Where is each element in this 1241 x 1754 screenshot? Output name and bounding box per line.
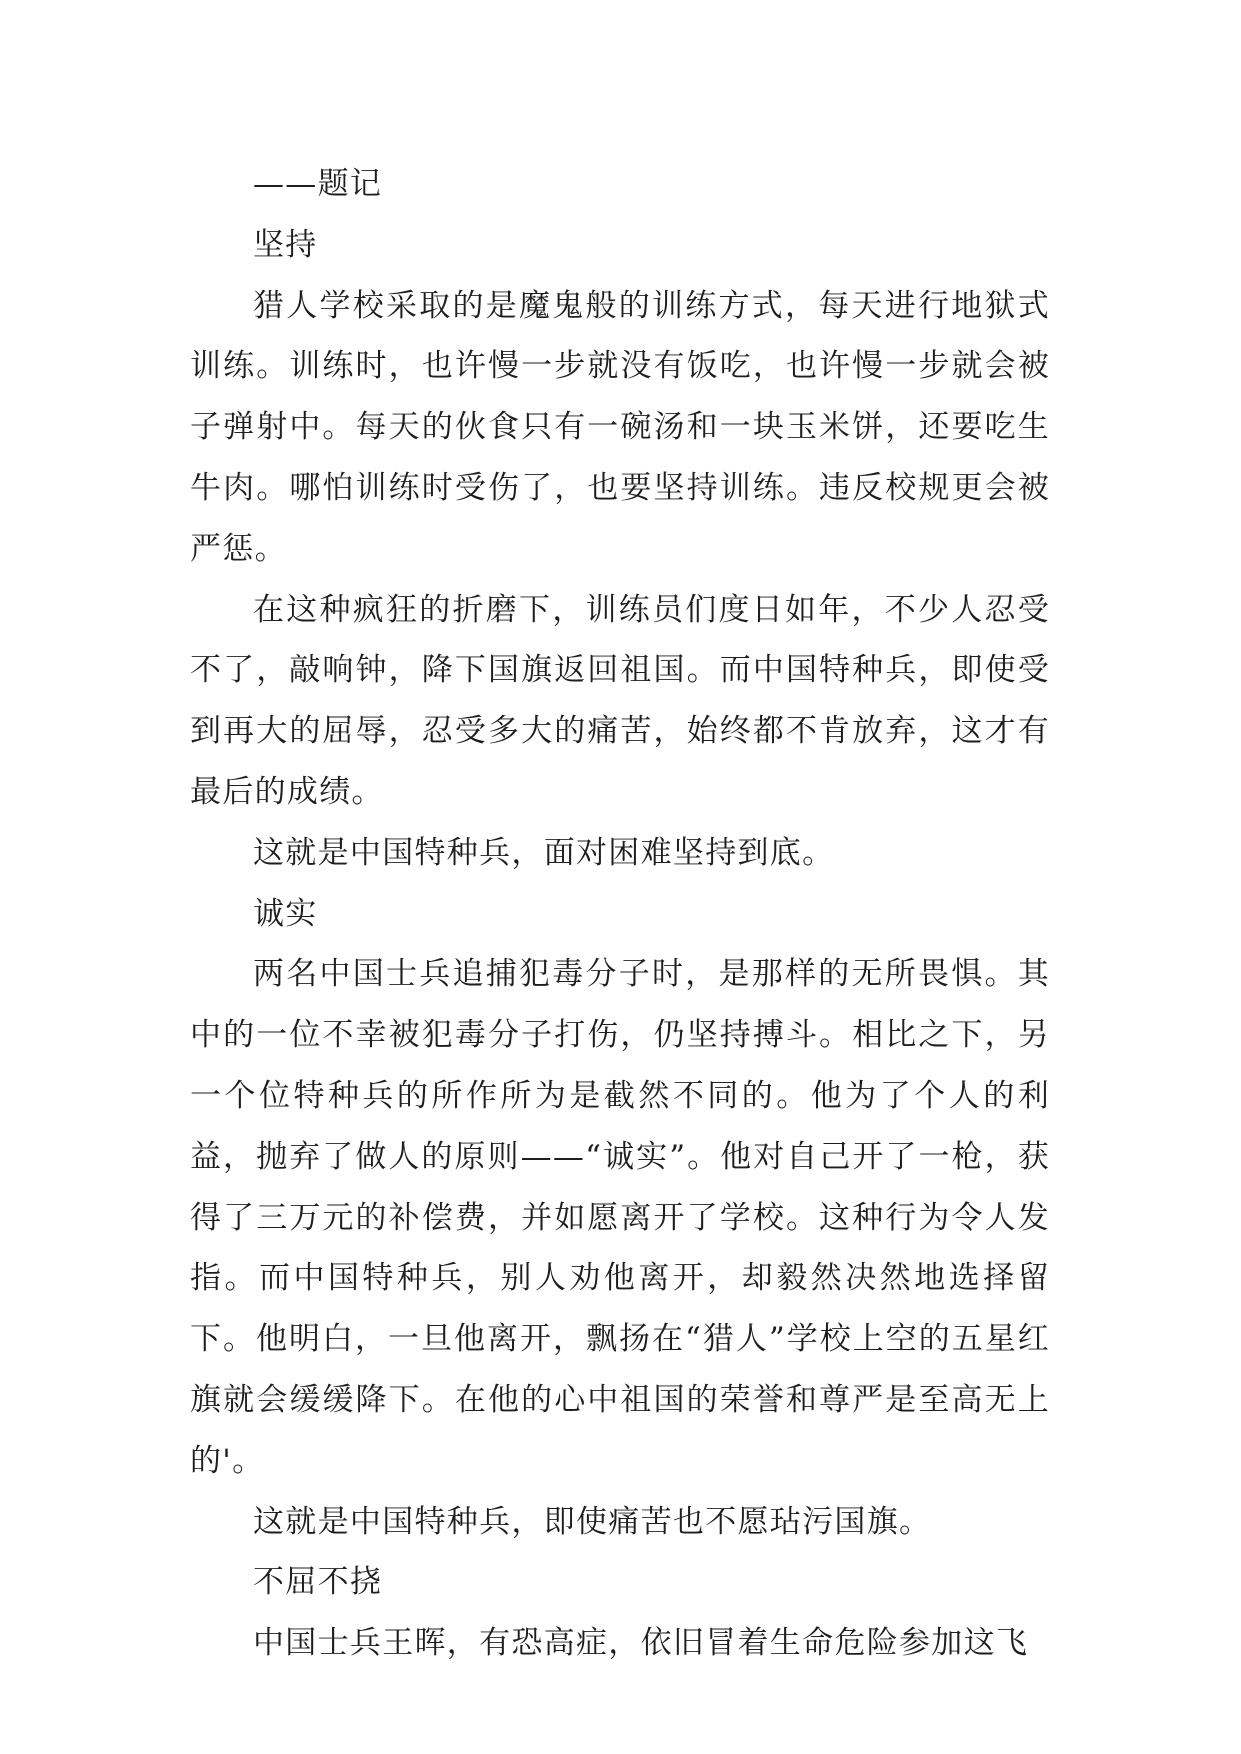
section-heading-perseverance: 不屈不挠 bbox=[253, 1564, 383, 1601]
section-heading-persistence: 坚持 bbox=[253, 226, 318, 263]
paragraph: 中国士兵王晖，有恐高症，依旧冒着生命危险参加这飞 bbox=[253, 1625, 1029, 1662]
paragraph: 这就是中国特种兵，面对困难坚持到底。 bbox=[253, 834, 835, 871]
epigraph-attribution: ——题记 bbox=[253, 166, 383, 202]
paragraph: 猎人学校采取的是魔鬼般的训练方式，每天进行地狱式训练。训练时，也许慢一步就没有饭吃，也许慢一步就会被子弹射中。每天的伙食只有一碗汤和一块玉米饼，还要吃生牛肉。哪怕训练时受伤了，也要坚持训练。违反校规更会被严惩。 bbox=[190, 287, 1050, 567]
paragraph: 在这种疯狂的折磨下，训练员们度日如年，不少人忍受不了，敲响钟，降下国旗返回祖国。而中国特种兵，即使受到再大的屈辱，忍受多大的痛苦，始终都不肯放弃，这才有最后的成绩。 bbox=[190, 591, 1050, 810]
paragraph: 这就是中国特种兵，即使痛苦也不愿玷污国旗。 bbox=[253, 1503, 932, 1540]
section-heading-honesty: 诚实 bbox=[253, 895, 318, 932]
paragraph: 两名中国士兵追捕犯毒分子时，是那样的无所畏惧。其中的一位不幸被犯毒分子打伤，仍坚持搏斗。相比之下，另一个位特种兵的所作所为是截然不同的。他为了个人的利益，抛弃了做人的原则——“诚实”。他对自己开了一枪，获得了三万元的补偿费，并如愿离开了学校。这种行为令人发指。而中国特种兵，别人劝他离开，却毅然决然地选择留下。他明白，一旦他离开，飘扬在“猎人”学校上空的五星红旗就会缓缓降下。在他的心中祖国的荣誉和尊严是至高无上的'。 bbox=[190, 956, 1050, 1479]
document-body bbox=[190, 154, 1050, 1674]
